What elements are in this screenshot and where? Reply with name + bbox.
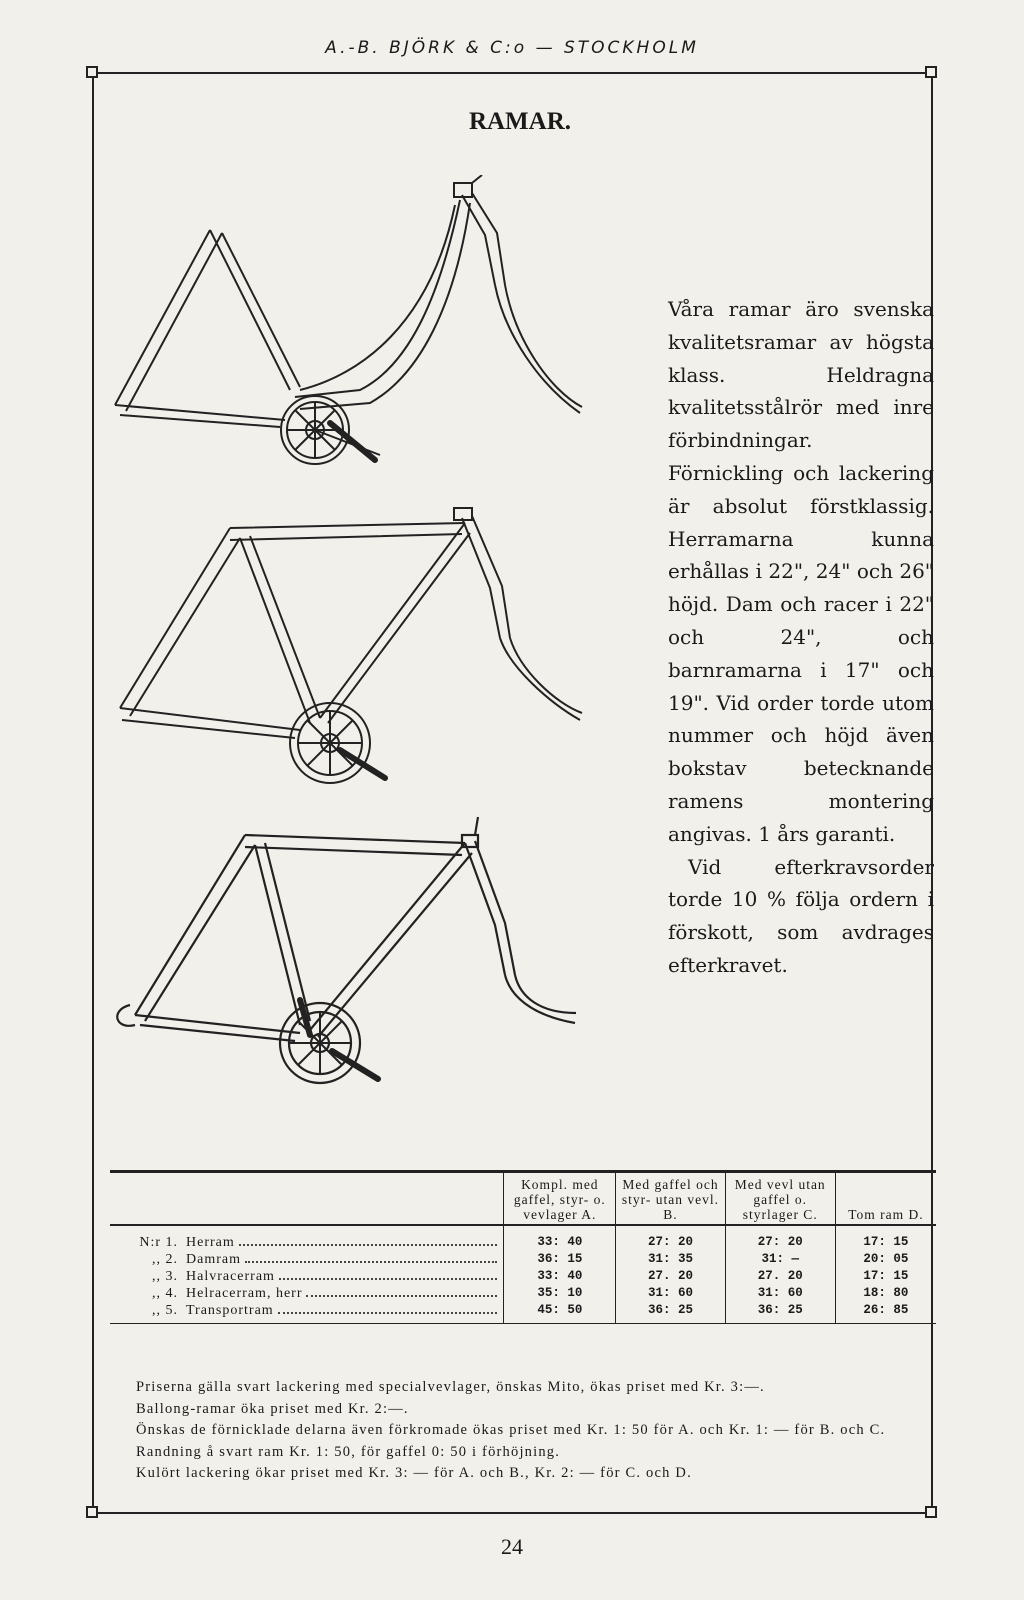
corner-ornament <box>86 66 98 78</box>
price-c: 27: 20 <box>725 1225 835 1251</box>
column-header-d: Tom ram D. <box>835 1172 936 1226</box>
note-line: Randning å svart ram Kr. 1: 50, för gaffel 0: 50 i förhöjning. <box>136 1443 561 1460</box>
price-d: 17: 15 <box>835 1225 936 1251</box>
row-number: ,, 3. <box>152 1269 178 1284</box>
table-row <box>110 1268 936 1285</box>
row-number: ,, 2. <box>152 1252 178 1267</box>
column-header <box>110 1172 504 1226</box>
row-name: Transportram <box>186 1303 274 1318</box>
table-header-row <box>110 1172 936 1226</box>
note-line: Priserna gälla svart lackering med specialvevlager, önskas Mito, ökas priset med Kr. 3:—. <box>136 1379 765 1395</box>
table-row <box>110 1251 936 1268</box>
description-text <box>668 293 934 982</box>
corner-ornament <box>86 1506 98 1518</box>
price-b: 36: 25 <box>616 1302 725 1324</box>
page-header: A.-B. BJÖRK & C:o — STOCKHOLM <box>325 38 699 58</box>
row-number: ,, 4. <box>152 1286 178 1301</box>
price-c: 27. 20 <box>725 1268 835 1285</box>
price-d: 20: 05 <box>835 1251 936 1268</box>
left-rule <box>92 72 94 1512</box>
row-name: Damram <box>186 1252 241 1267</box>
top-rule <box>92 72 933 74</box>
table-row <box>110 1285 936 1302</box>
price-c: 36: 25 <box>725 1302 835 1324</box>
row-name: Halvracerram <box>186 1269 275 1284</box>
note-line: Ballong-ramar öka priset med Kr. 2:—. <box>136 1400 409 1417</box>
note-line: Kulört lackering ökar priset med Kr. 3: — för A. och B., Kr. 2: — för C. och D. <box>136 1465 692 1481</box>
row-name: Herram <box>186 1235 235 1250</box>
row-name: Helracerram, herr <box>186 1286 303 1301</box>
row-number: N:r 1. <box>139 1235 178 1250</box>
description-paragraph: Vid efterkravsorder torde 10 % följa ordern i förskott, som avdrages efterkravet. <box>668 854 934 977</box>
herr-frame-illustration <box>110 498 610 798</box>
price-a: 35: 10 <box>504 1285 616 1302</box>
corner-ornament <box>925 1506 937 1518</box>
description-paragraph: Våra ramar äro svenska kvalitetsramar av högsta klass. Heldragna kvalitetsstålrör med inre förbindningar. Förnickling och lackering är absolut förstklassig. Herramarna kunna erhållas i 22", 24" och 26" höjd. Dam och racer i 22" och 24", och barnramarna i 17" och 19". Vid order torde utom nummer och höjd även bokstav betecknande ramens montering angivas. 1 års garanti. <box>668 297 934 846</box>
price-c: 31: — <box>725 1251 835 1268</box>
row-number: ,, 5. <box>152 1303 178 1318</box>
price-b: 27: 20 <box>616 1225 725 1251</box>
table-row <box>110 1225 936 1251</box>
price-a: 33: 40 <box>504 1225 616 1251</box>
price-b: 31: 35 <box>616 1251 725 1268</box>
racer-frame-illustration <box>110 815 610 1105</box>
price-a: 45: 50 <box>504 1302 616 1324</box>
price-c: 31: 60 <box>725 1285 835 1302</box>
price-b: 27. 20 <box>616 1268 725 1285</box>
table-row <box>110 1302 936 1324</box>
column-header-b: Med gaffel och styr- utan vevl. B. <box>616 1172 725 1226</box>
price-d: 26: 85 <box>835 1302 936 1324</box>
dam-frame-illustration <box>110 175 610 485</box>
price-a: 36: 15 <box>504 1251 616 1268</box>
price-d: 18: 80 <box>835 1285 936 1302</box>
price-d: 17: 15 <box>835 1268 936 1285</box>
price-b: 31: 60 <box>616 1285 725 1302</box>
price-a: 33: 40 <box>504 1268 616 1285</box>
page-number: 24 <box>501 1534 523 1559</box>
bottom-rule <box>92 1512 933 1514</box>
column-header-a: Kompl. med gaffel, styr- o. vevlager A. <box>504 1172 616 1226</box>
page-title: RAMAR. <box>468 108 572 135</box>
note-line: Önskas de förnicklade delarna även förkromade ökas priset med Kr. 1: 50 för A. och Kr. 1: — för B. och C. <box>136 1422 886 1438</box>
corner-ornament <box>925 66 937 78</box>
price-notes <box>110 1377 936 1485</box>
price-table <box>110 1170 936 1324</box>
column-header-c: Med vevl utan gaffel o. styrlager C. <box>725 1172 835 1226</box>
